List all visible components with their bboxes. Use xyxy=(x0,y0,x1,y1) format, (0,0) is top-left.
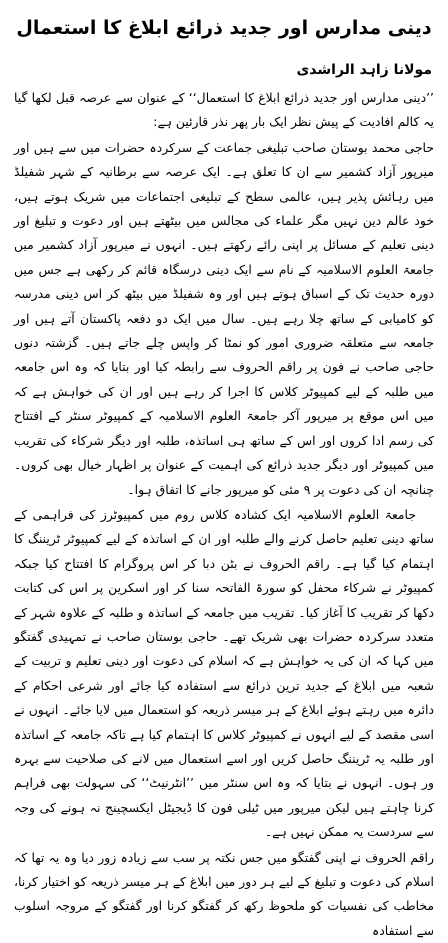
article-title: دینی مدارس اور جدید ذرائع ابلاغ کا استعمال xyxy=(16,17,432,39)
article-paragraph: جامعۃ العلوم الاسلامیہ ایک کشادہ کلاس روم میں کمپیوٹرز کی فراہمی کے ساتھ دینی تعلیم حاصل کرنے والے طلبہ اور ان کے اساتذہ کے لیے کمپیوٹر ٹریننگ کا اہتمام کیا گیا ہے۔ راقم الحروف نے بٹن دبا کر اس پروگرام کا افتتاح کیا جبکہ کمپیوٹر نے شرکاء محفل کو سورۃ الفاتحہ سنا کر اور اسکرین پر اس کی کتابت دکھا کر تقریب کا آغاز کیا۔ تقریب میں جامعہ کے اساتذہ و طلبہ کے علاوہ شہر کے متعدد سرکردہ حضرات بھی شریک تھے۔ حاجی بوستان صاحب نے تمہیدی گفتگو میں کہا کہ ان کی یہ خواہش ہے کہ اسلام کی دعوت اور دینی تعلیم و تربیت کے شعبہ میں ابلاغ کے جدید ترین ذرائع سے استفادہ کیا جائے اور شرعی احکام کے دائرہ میں رہتے ہوئے ابلاغ کے ہر میسر ذریعہ کو استعمال میں لایا جائے۔ انہوں نے اسی مقصد کے لیے انہوں نے کمپیوٹر کلاس کا اہتمام کیا ہے تاکہ جامعہ کے اساتذہ اور طلبہ یہ ٹریننگ حاصل کریں اور اسے استعمال میں لانے کی صلاحیت سے بہرہ ور ہوں۔ انہوں نے بتایا کہ وہ اس سنٹر میں ’’انٹرنیٹ‘‘ کی سہولت بھی فراہم کرنا چاہتے ہیں لیکن میرپور میں ٹیلی فون کا ڈیجیٹل ایکسچینج نہ ہونے کی وجہ سے سردست یہ ممکن نہیں ہے۔ xyxy=(14,506,434,840)
article-paragraph-intro: ’’دینی مدارس اور جدید ذرائع ابلاغ کا استعمال‘‘ کے عنوان سے عرصہ قبل لکھا گیا یہ کالم افادیت کے پیش نظر ایک بار پھر نذر قارئین ہے: xyxy=(14,90,434,130)
article-author: مولانا زاہد الراشدی xyxy=(296,62,432,78)
article-paragraph: حاجی محمد بوستان صاحب تبلیغی جماعت کے سرکردہ حضرات میں سے ہیں اور میرپور آزاد کشمیر سے ان کا تعلق ہے۔ ایک عرصہ سے برطانیہ کے شہر شفیلڈ میں رہائش پذیر ہیں، عالمی سطح کے تبلیغی اجتماعات میں شریک ہوتے ہیں، خود عالم دین نہیں مگر علماء کی مجالس میں بیٹھتے ہیں اور دعوت و تبلیغ اور دینی تعلیم کے مسائل پر اپنی رائے رکھتے ہیں۔ انہوں نے میرپور آزاد کشمیر میں جامعۃ العلوم الاسلامیہ کے نام سے ایک دینی درسگاہ قائم کر رکھی ہے جس میں دورہ حدیث تک کے اسباق ہوتے ہیں اور وہ شفیلڈ میں بیٹھ کر اس دینی مدرسہ کو کامیابی کے ساتھ چلا رہے ہیں۔ سال میں ایک دو دفعہ پاکستان آتے ہیں اور جامعہ سے متعلقہ ضروری امور کو نمٹا کر واپس چلے جاتے ہیں۔ گزشتہ دنوں حاجی صاحب نے فون پر راقم الحروف سے رابطہ کیا اور بتایا کہ وہ اس جامعہ میں طلبہ کے لیے کمپیوٹر کلاس کا اجرا کر رہے ہیں اور ان کی خواہش ہے کہ میں اس موقع پر میرپور آکر جامعۃ العلوم الاسلامیہ کے کمپیوٹر سنٹر کے افتتاح کی رسم ادا کروں اور اس کے ساتھ ہی اساتذہ، طلبہ اور دیگر شرکاء کی تقریب میں کمپیوٹر اور دیگر جدید ذرائع کی اہمیت کے عنوان پر اظہار خیال بھی کروں۔ چنانچہ ان کی دعوت پر ۹ مئی کو میرپور جانے کا اتفاق ہوا۔ xyxy=(14,139,434,497)
article-paragraph: راقم الحروف نے اپنی گفتگو میں جس نکتہ پر سب سے زیادہ زور دیا وہ یہ تھا کہ اسلام کی دعوت و تبلیغ کے لیے ہر دور میں ابلاغ کے ہر میسر ذریعہ کو اختیار کرنا، مخاطب کی نفسیات کو ملحوظ رکھ کر گفتگو کرنا اور گفتگو کے مروجہ اسلوب سے استفادہ xyxy=(14,849,434,938)
